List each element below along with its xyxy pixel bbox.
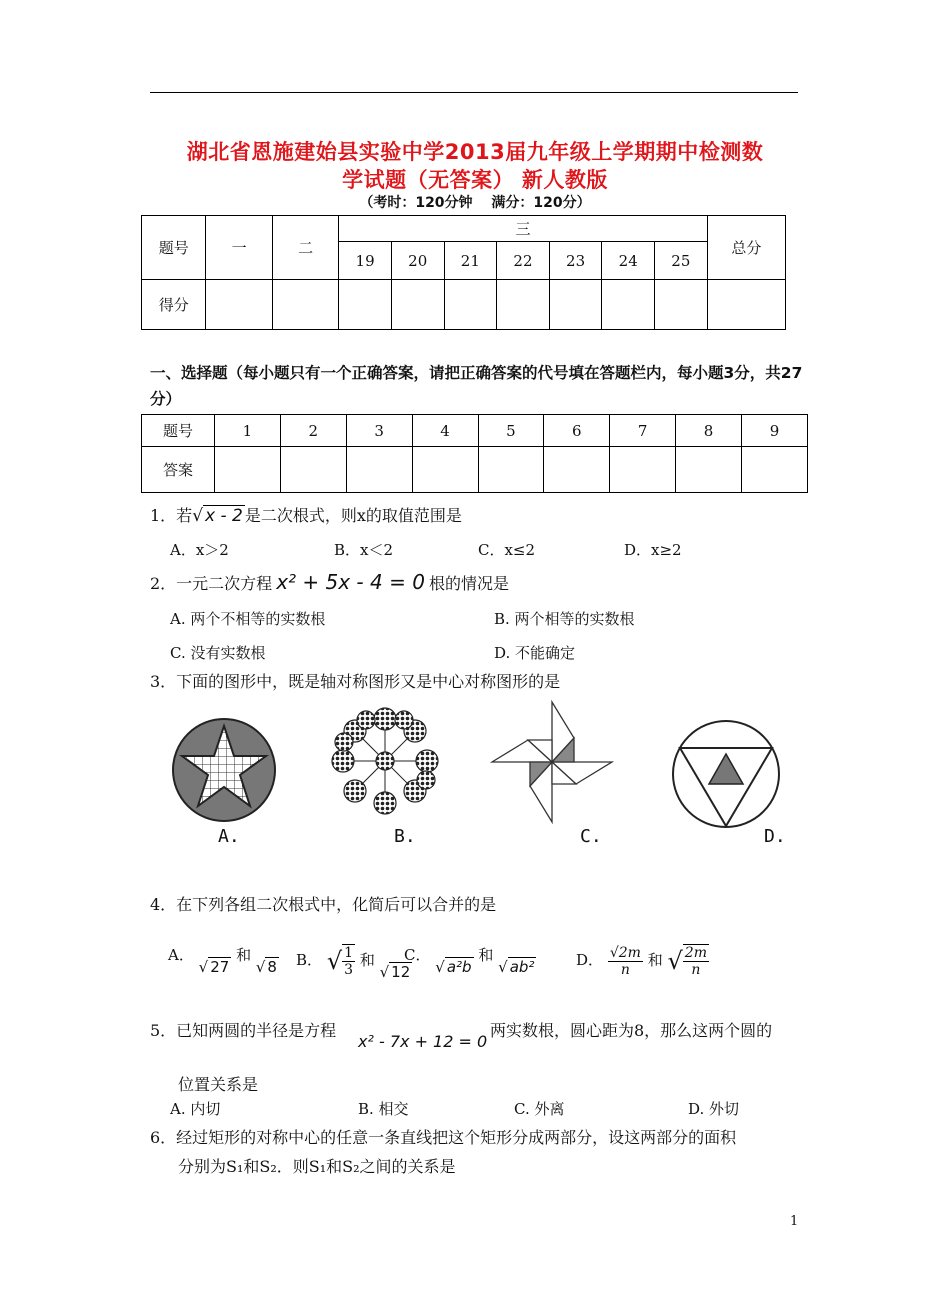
question-1: 1．若√ x - 2 是二次根式，则x的取值范围是 <box>150 506 462 526</box>
answer-cell[interactable] <box>478 447 544 493</box>
score-col-2: 二 <box>272 216 338 280</box>
question-2 <box>150 570 509 594</box>
q4-a-and: 和 <box>236 946 252 964</box>
q5-option-c: C. 外离 <box>514 1100 565 1118</box>
question-6-line-1: 6．经过矩形的对称中心的任意一条直线把这个矩形分成两部分，设这两部分的面积 <box>150 1128 737 1147</box>
q1-option-a: A．x＞2 <box>170 541 229 559</box>
q2-suffix: 根的情况是 <box>428 574 509 593</box>
score-cell[interactable] <box>206 280 272 330</box>
q4-option-c: C． √ a²b 和 √ ab² <box>404 946 535 976</box>
answer-cell[interactable] <box>346 447 412 493</box>
score-sub-25: 25 <box>655 242 708 280</box>
answer-col-9: 9 <box>742 415 808 447</box>
q4-a-label: A． <box>168 946 194 964</box>
answer-col-6: 6 <box>544 415 610 447</box>
answer-cell[interactable] <box>610 447 676 493</box>
q4-c-label: C． <box>404 946 431 964</box>
q1-suffix: 是二次根式，则x的取值范围是 <box>244 506 462 525</box>
q2-prefix: 2．一元二次方程 <box>150 574 273 593</box>
title-line-2: 学试题（无答案） 新人教版 <box>342 168 608 192</box>
score-sub-22: 22 <box>497 242 550 280</box>
page-number: 1 <box>790 1214 799 1229</box>
score-col-1: 一 <box>206 216 272 280</box>
answer-row-label: 答案 <box>142 447 215 493</box>
score-label-defen: 得分 <box>142 280 206 330</box>
fig-label-a: A. <box>218 826 240 847</box>
fig-label-d: D. <box>764 826 786 847</box>
answer-col-4: 4 <box>412 415 478 447</box>
q4-a-radicand-1: 27 <box>210 958 230 976</box>
answer-cell[interactable] <box>280 447 346 493</box>
q4-d-numerator-2: 2m <box>684 945 707 961</box>
score-cell[interactable] <box>655 280 708 330</box>
pinwheel-figure <box>490 700 614 824</box>
score-cell[interactable] <box>339 280 392 330</box>
circle-flower-figure <box>330 706 440 816</box>
score-cell[interactable] <box>444 280 497 330</box>
score-cell[interactable] <box>391 280 444 330</box>
question-5-line-2: 位置关系是 <box>178 1075 259 1094</box>
score-cell[interactable] <box>497 280 550 330</box>
answer-cell[interactable] <box>412 447 478 493</box>
q2-option-b: B. 两个相等的实数根 <box>494 610 635 628</box>
q4-b-numerator: 1 <box>344 945 354 961</box>
q1-radicand: x - 2 <box>205 506 243 526</box>
score-cell[interactable] <box>549 280 602 330</box>
q4-b-and: 和 <box>359 951 375 969</box>
answer-cell[interactable] <box>742 447 808 493</box>
q5-option-a: A. 内切 <box>170 1100 221 1118</box>
question-3: 3．下面的图形中，既是轴对称图形又是中心对称图形的是 <box>150 672 561 691</box>
q2-option-c: C. 没有实数根 <box>170 644 266 662</box>
q1-option-c: C．x≤2 <box>478 541 536 559</box>
q4-d-denominator-2: n <box>691 962 701 978</box>
score-label-tihao: 题号 <box>142 216 206 280</box>
q4-d-numerator: √2m <box>609 944 641 961</box>
score-col-3: 三 <box>339 216 707 242</box>
q4-c-and: 和 <box>478 946 494 964</box>
q4-d-label: D． <box>576 951 604 969</box>
answer-col-1: 1 <box>215 415 281 447</box>
answer-cell[interactable] <box>676 447 742 493</box>
score-cell[interactable] <box>602 280 655 330</box>
q1-option-b: B．x＜2 <box>334 541 394 559</box>
q4-b-denominator: 3 <box>344 962 354 978</box>
q2-option-a: A. 两个不相等的实数根 <box>170 610 326 628</box>
answer-cell[interactable] <box>215 447 281 493</box>
answer-col-2: 2 <box>280 415 346 447</box>
q4-a-radicand-2: 8 <box>267 958 277 976</box>
score-table <box>141 215 786 330</box>
score-cell[interactable] <box>707 280 785 330</box>
triangle-circle-figure <box>670 718 782 830</box>
q2-option-d: D. 不能确定 <box>494 644 576 662</box>
question-4: 4．在下列各组二次根式中，化简后可以合并的是 <box>150 895 497 914</box>
fig-label-b: B. <box>394 826 416 847</box>
score-sub-23: 23 <box>549 242 602 280</box>
q5-option-b: B. 相交 <box>358 1100 409 1118</box>
question-5-prefix: 5．已知两圆的半径是方程 <box>150 1021 337 1040</box>
answer-table <box>141 414 808 493</box>
q4-d-and: 和 <box>647 951 663 969</box>
title-line-1: 湖北省恩施建始县实验中学2013届九年级上学期期中检测数 <box>186 140 764 164</box>
q5-equation: x² - 7x + 12 = 0 <box>358 1032 488 1051</box>
fig-label-c: C. <box>580 826 602 847</box>
q4-b-label: B． <box>296 951 323 969</box>
score-sub-20: 20 <box>391 242 444 280</box>
q4-option-a: A． √ 27 和 √ 8 <box>168 946 277 976</box>
exam-info: （考时：120分钟 满分：120分） <box>359 195 591 211</box>
q4-c-radicand-1: a²b <box>446 958 472 976</box>
q4-option-d: D． $\frac{√2m}{n}$ 和 √ $\frac{2m}{n}$ <box>576 944 707 978</box>
answer-col-3: 3 <box>346 415 412 447</box>
answer-cell[interactable] <box>544 447 610 493</box>
q4-option-b: B． √ $\frac{1}{3}$ 和 √ 12 <box>296 945 411 981</box>
q1-option-d: D．x≥2 <box>624 541 682 559</box>
q5-option-d: D. 外切 <box>688 1100 740 1118</box>
star-circle-figure <box>170 716 278 824</box>
q4-d-denominator: n <box>620 961 630 978</box>
answer-header-label: 题号 <box>142 415 215 447</box>
question-5-suffix: 两实数根，圆心距为8，那么这两个圆的 <box>490 1021 773 1040</box>
q4-c-radicand-2: ab² <box>509 958 535 976</box>
answer-col-5: 5 <box>478 415 544 447</box>
score-sub-21: 21 <box>444 242 497 280</box>
score-cell[interactable] <box>272 280 338 330</box>
top-rule <box>150 92 798 93</box>
q4-b-radicand-2: 12 <box>391 963 411 981</box>
answer-col-8: 8 <box>676 415 742 447</box>
score-sub-19: 19 <box>339 242 392 280</box>
q2-equation: x² + 5x - 4 = 0 <box>276 570 425 594</box>
score-total: 总分 <box>707 216 785 280</box>
question-6-line-2: 分别为S₁和S₂．则S₁和S₂之间的关系是 <box>178 1157 456 1176</box>
section-1-heading: 一、选择题（每小题只有一个正确答案，请把正确答案的代号填在答题栏内，每小题3分，共27分） <box>150 364 803 408</box>
q1-prefix: 1．若 <box>150 506 193 525</box>
score-sub-24: 24 <box>602 242 655 280</box>
answer-col-7: 7 <box>610 415 676 447</box>
